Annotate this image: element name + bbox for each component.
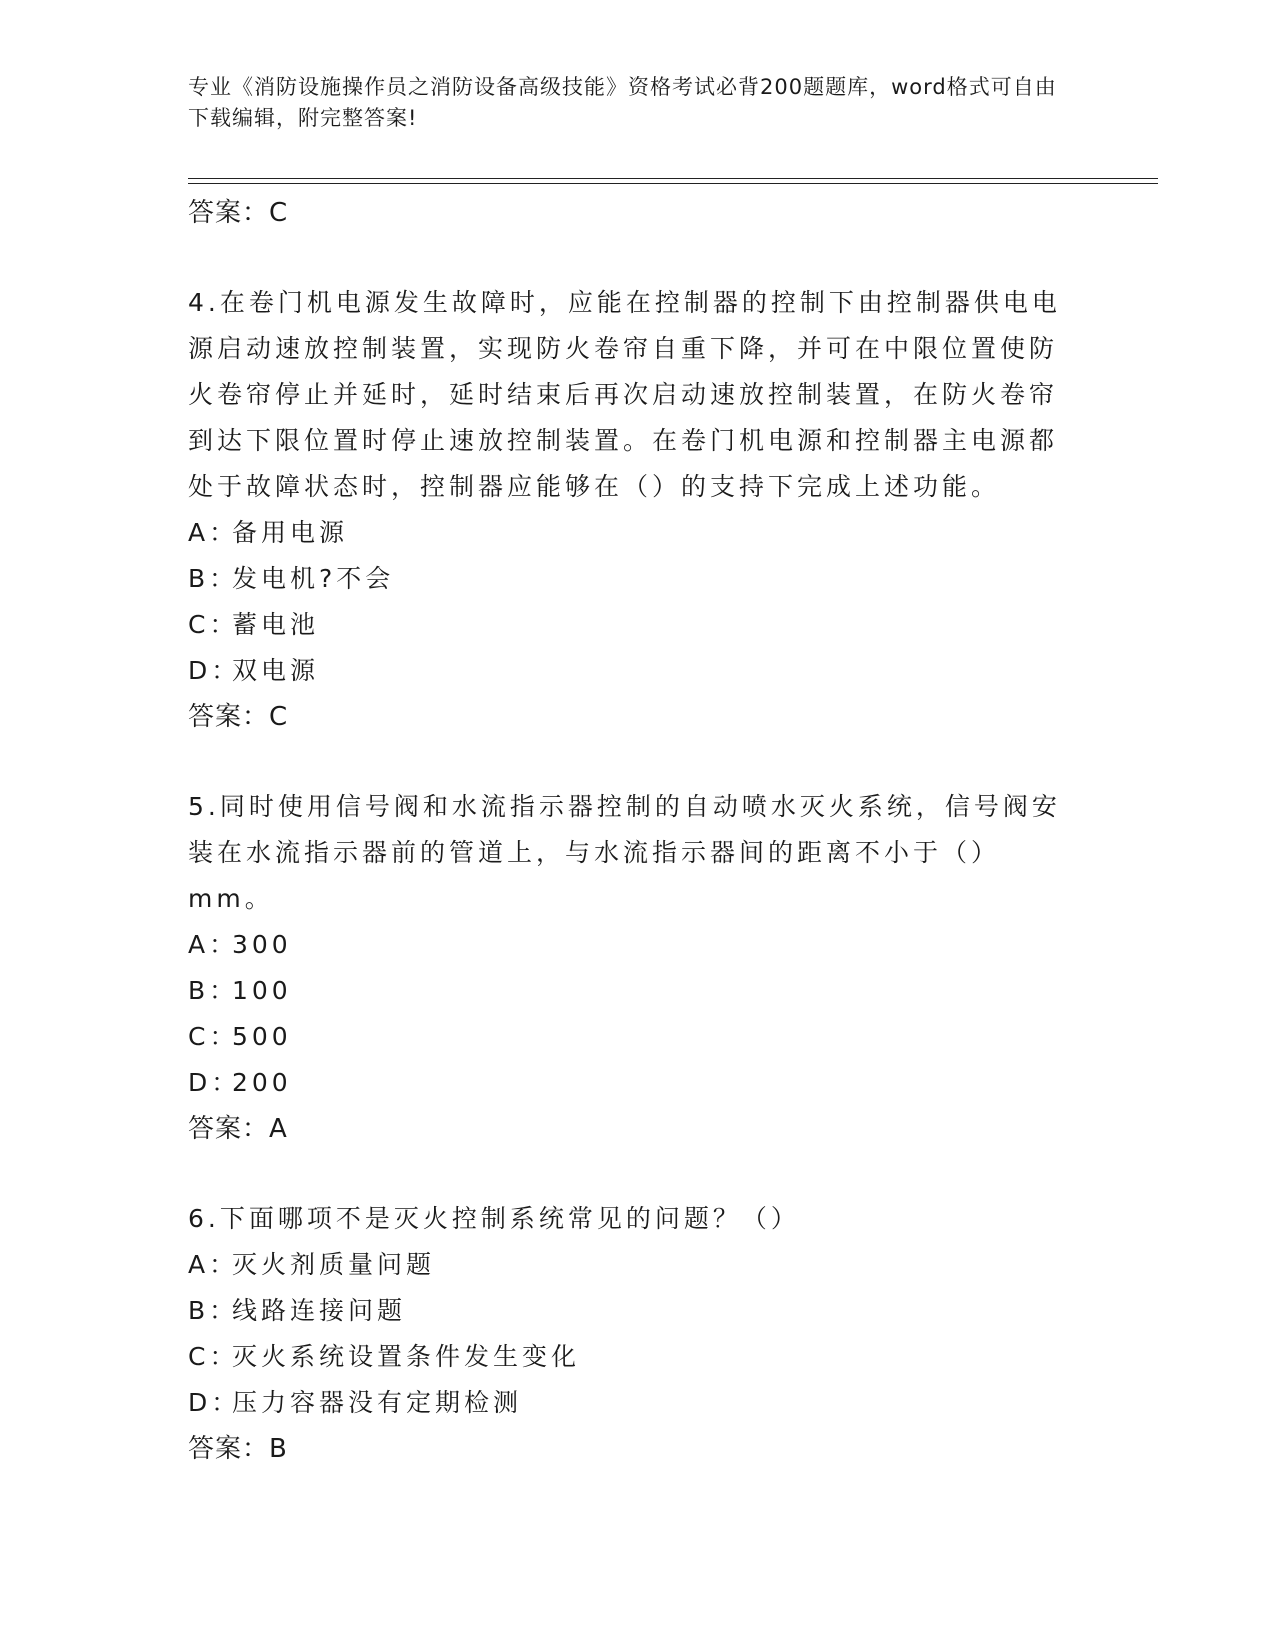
- option-key: D：: [188, 1068, 241, 1097]
- option-text: 蓄电池: [232, 610, 320, 639]
- question-block: [188, 1196, 1068, 1472]
- option-c: [188, 602, 1068, 648]
- option-text: 300: [232, 930, 292, 959]
- option-key: D：: [188, 656, 241, 685]
- option-text: 200: [232, 1068, 292, 1097]
- option-text: 线路连接问题: [232, 1296, 407, 1325]
- option-c: [188, 1334, 1068, 1380]
- option-key: B：: [188, 976, 239, 1005]
- answer-line: 答案：C: [188, 702, 289, 732]
- option-key: C：: [188, 1342, 239, 1371]
- option-key: C：: [188, 610, 239, 639]
- spacer: [188, 236, 1068, 280]
- option-a: [188, 510, 1068, 556]
- option-key: C：: [188, 1022, 239, 1051]
- option-key: A：: [188, 1250, 239, 1279]
- option-d: [188, 1060, 1068, 1106]
- answer-line: 答案：C: [188, 198, 289, 228]
- option-key: A：: [188, 518, 239, 547]
- question-stem: 4.在卷门机电源发生故障时，应能在控制器的控制下由控制器供电电源启动速放控制装置，实现防火卷帘自重下降，并可在中限位置使防火卷帘停止并延时，延时结束后再次启动速放控制装置，在防火卷帘到达下限位置时停止速放控制装置。在卷门机电源和控制器主电源都处于故障状态时，控制器应能够在（）的支持下完成上述功能。: [188, 288, 1061, 501]
- option-text: 100: [232, 976, 292, 1005]
- option-key: D：: [188, 1388, 241, 1417]
- document-header: 专业《消防设施操作员之消防设备高级技能》资格考试必背200题题库，word格式可自由下载编辑，附完整答案!: [188, 75, 1057, 130]
- question-block: [188, 280, 1068, 740]
- question-list: [188, 190, 1068, 1472]
- option-d: [188, 1380, 1068, 1426]
- question-stem: 5.同时使用信号阀和水流指示器控制的自动喷水灭火系统，信号阀安装在水流指示器前的管道上，与水流指示器间的距离不小于（）mm。: [188, 792, 1061, 913]
- option-text: 双电源: [232, 656, 320, 685]
- spacer: [188, 1152, 1068, 1196]
- option-b: [188, 1288, 1068, 1334]
- answer-line: 答案：A: [188, 1114, 288, 1144]
- header-rule-bottom: [188, 183, 1158, 184]
- option-key: B：: [188, 564, 239, 593]
- option-text: 灭火系统设置条件发生变化: [232, 1342, 581, 1371]
- option-text: 发电机?不会: [232, 564, 395, 593]
- option-key: A：: [188, 930, 239, 959]
- option-a: [188, 922, 1068, 968]
- spacer: [188, 740, 1068, 784]
- answer-line: 答案：B: [188, 1434, 288, 1464]
- option-text: 压力容器没有定期检测: [232, 1388, 523, 1417]
- option-a: [188, 1242, 1068, 1288]
- option-text: 灭火剂质量问题: [232, 1250, 436, 1279]
- option-text: 500: [232, 1022, 292, 1051]
- question-stem: 6.下面哪项不是灭火控制系统常见的问题？（）: [188, 1204, 800, 1233]
- option-c: [188, 1014, 1068, 1060]
- header-rule-top: [188, 178, 1158, 179]
- option-d: [188, 648, 1068, 694]
- question-block: [188, 784, 1068, 1152]
- option-b: [188, 556, 1068, 602]
- option-key: B：: [188, 1296, 239, 1325]
- option-b: [188, 968, 1068, 1014]
- option-text: 备用电源: [232, 518, 349, 547]
